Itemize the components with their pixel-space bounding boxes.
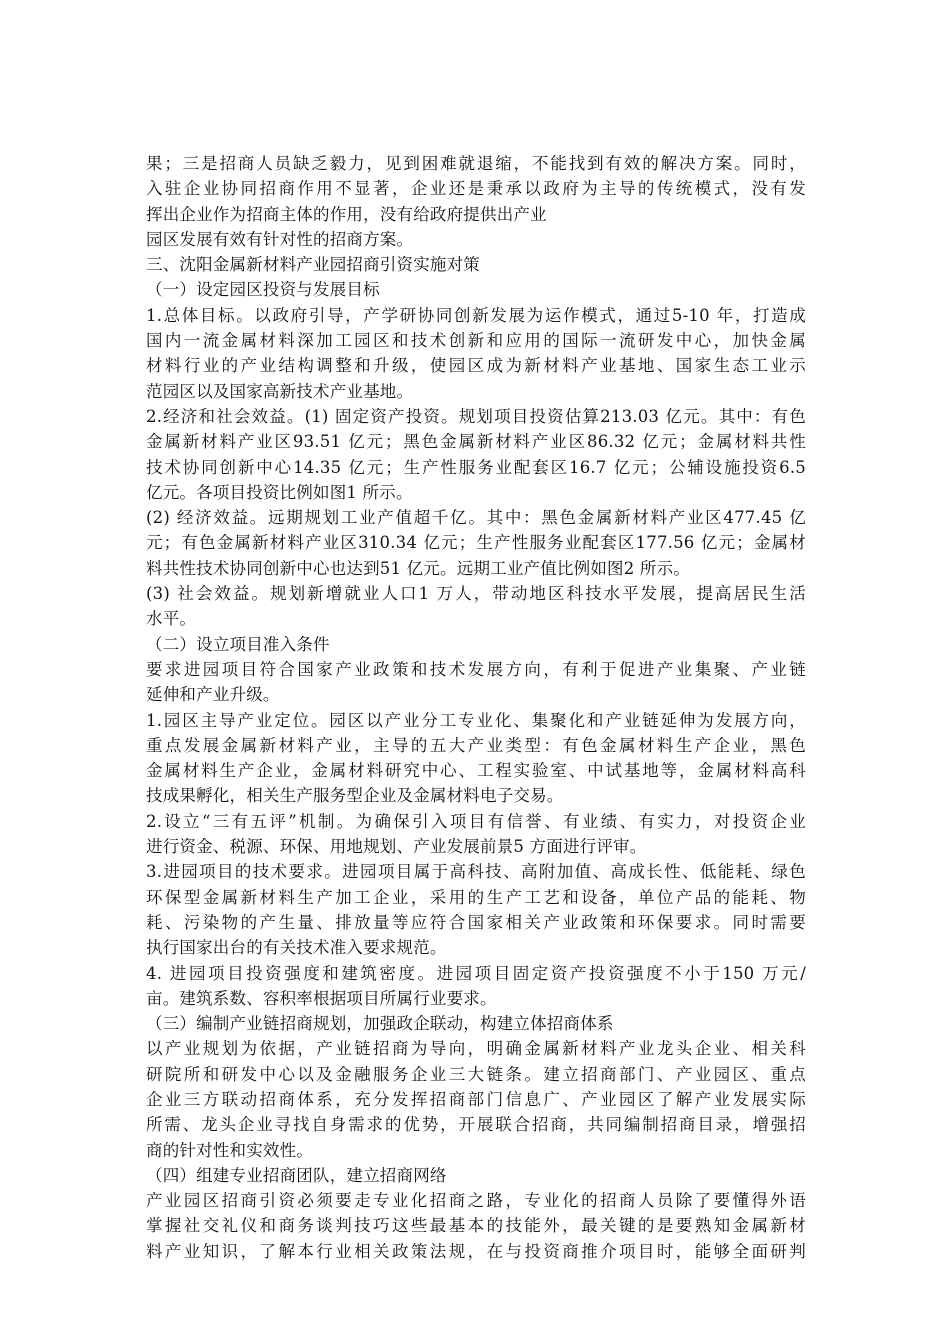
- document-page: [146, 151, 806, 1264]
- paragraph-line: 园区发展有效有针对性的招商方案。: [146, 229, 414, 249]
- paragraph-line: 掌握社交礼仪和商务谈判技巧这些最基本的技能外，最关键的是要熟知金属新材: [146, 1216, 806, 1236]
- paragraph-line: 水平。: [146, 609, 197, 629]
- paragraph-line: 国内一流金属材料深加工园区和技术创新和应用的国际一流研发中心，加快金属: [146, 331, 806, 351]
- paragraph-line: 所需、龙头企业寻找自身需求的优势，开展联合招商，共同编制招商目录，增强招: [146, 1115, 806, 1135]
- paragraph-line: 范园区以及国家高新技术产业基地。: [146, 381, 414, 401]
- paragraph-line: 金属新材料产业区93.51 亿元；黑色金属新材料产业区86.32 亿元；金属材料共性: [146, 432, 806, 452]
- paragraph-line: 延伸和产业升级。: [146, 685, 280, 705]
- paragraph-line: 1.总体目标。以政府引导，产学研协同创新发展为运作模式，通过5-10 年，打造成: [146, 305, 806, 325]
- paragraph-line: 果；三是招商人员缺乏毅力，见到困难就退缩，不能找到有效的解决方案。同时，: [146, 154, 806, 173]
- section-heading: （四）组建专业招商团队，建立招商网络: [146, 1165, 447, 1185]
- paragraph-line: 执行国家出台的有关技术准入要求规范。: [146, 938, 447, 958]
- section-heading: （一）设定园区投资与发展目标: [146, 280, 380, 300]
- paragraph-line: 金属材料生产企业，金属材料研究中心、工程实验室、中试基地等，金属材料高科: [146, 761, 806, 781]
- paragraph-line: 商的针对性和实效性。: [146, 1140, 313, 1160]
- paragraph-line: 企业三方联动招商体系，充分发挥招商部门信息广、产业园区了解产业发展实际: [146, 1089, 806, 1109]
- paragraph-line: 料产业知识，了解本行业相关政策法规，在与投资商推介项目时，能够全面研判: [146, 1241, 806, 1261]
- paragraph-line: 挥出企业作为招商主体的作用，没有给政府提供出产业: [146, 204, 547, 224]
- paragraph-line: 材料行业的产业结构调整和升级，使园区成为新材料产业基地、国家生态工业示: [146, 356, 806, 376]
- paragraph-line: 要求进园项目符合国家产业政策和技术发展方向，有利于促进产业集聚、产业链: [146, 659, 806, 679]
- paragraph-line: 耗、污染物的产生量、排放量等应符合国家相关产业政策和环保要求。同时需要: [146, 912, 806, 932]
- paragraph-line: 3.进园项目的技术要求。进园项目属于高科技、高附加值、高成长性、低能耗、绿色: [146, 862, 806, 882]
- section-heading: 三、沈阳金属新材料产业园招商引资实施对策: [146, 255, 480, 275]
- section-heading: （二）设立项目准入条件: [146, 634, 330, 654]
- paragraph-line: (3) 社会效益。规划新增就业人口1 万人，带动地区科技水平发展，提高居民生活: [146, 584, 806, 604]
- paragraph-line: 产业园区招商引资必须要走专业化招商之路，专业化的招商人员除了要懂得外语: [146, 1191, 806, 1211]
- paragraph-line: 技术协同创新中心14.35 亿元；生产性服务业配套区16.7 亿元；公辅设施投资6.5: [146, 457, 806, 477]
- paragraph-line: 技成果孵化，相关生产服务型企业及金属材料电子交易。: [146, 786, 564, 806]
- paragraph-line: 入驻企业协同招商作用不显著，企业还是秉承以政府为主导的传统模式，没有发: [146, 179, 806, 199]
- paragraph-line: 元；有色金属新材料产业区310.34 亿元；生产性服务业配套区177.56 亿元；金属材: [146, 533, 806, 553]
- paragraph-line: 进行资金、税源、环保、用地规划、产业发展前景5 方面进行评审。: [146, 837, 647, 857]
- section-heading: （三）编制产业链招商规划，加强政企联动，构建立体招商体系: [146, 1014, 614, 1034]
- paragraph-line: 研院所和研发中心以及金融服务企业三大链条。建立招商部门、产业园区、重点: [146, 1064, 806, 1084]
- paragraph-line: 重点发展金属新材料产业，主导的五大产业类型：有色金属材料生产企业，黑色: [146, 735, 806, 755]
- paragraph-line: 2.设立“三有五评”机制。为确保引入项目有信誉、有业绩、有实力，对投资企业: [146, 811, 806, 831]
- paragraph-line: 1.园区主导产业定位。园区以产业分工专业化、集聚化和产业链延伸为发展方向，: [146, 710, 806, 730]
- paragraph-line: 环保型金属新材料生产加工企业，采用的生产工艺和设备，单位产品的能耗、物: [146, 887, 806, 907]
- paragraph-line: 2.经济和社会效益。(1) 固定资产投资。规划项目投资估算213.03 亿元。其中：有色: [146, 406, 806, 426]
- paragraph-line: 亩。建筑系数、容积率根据项目所属行业要求。: [146, 988, 497, 1008]
- paragraph-line: (2) 经济效益。远期规划工业产值超千亿。其中：黑色金属新材料产业区477.45 亿: [146, 508, 806, 528]
- paragraph-line: 以产业规划为依据，产业链招商为导向，明确金属新材料产业龙头企业、相关科: [146, 1039, 806, 1059]
- paragraph-line: 4. 进园项目投资强度和建筑密度。进园项目固定资产投资强度不小于150 万元/: [146, 963, 806, 983]
- paragraph-line: 料共性技术协同创新中心也达到51 亿元。远期工业产值比例如图2 所示。: [146, 558, 690, 578]
- paragraph-line: 亿元。各项目投资比例如图1 所示。: [146, 482, 413, 502]
